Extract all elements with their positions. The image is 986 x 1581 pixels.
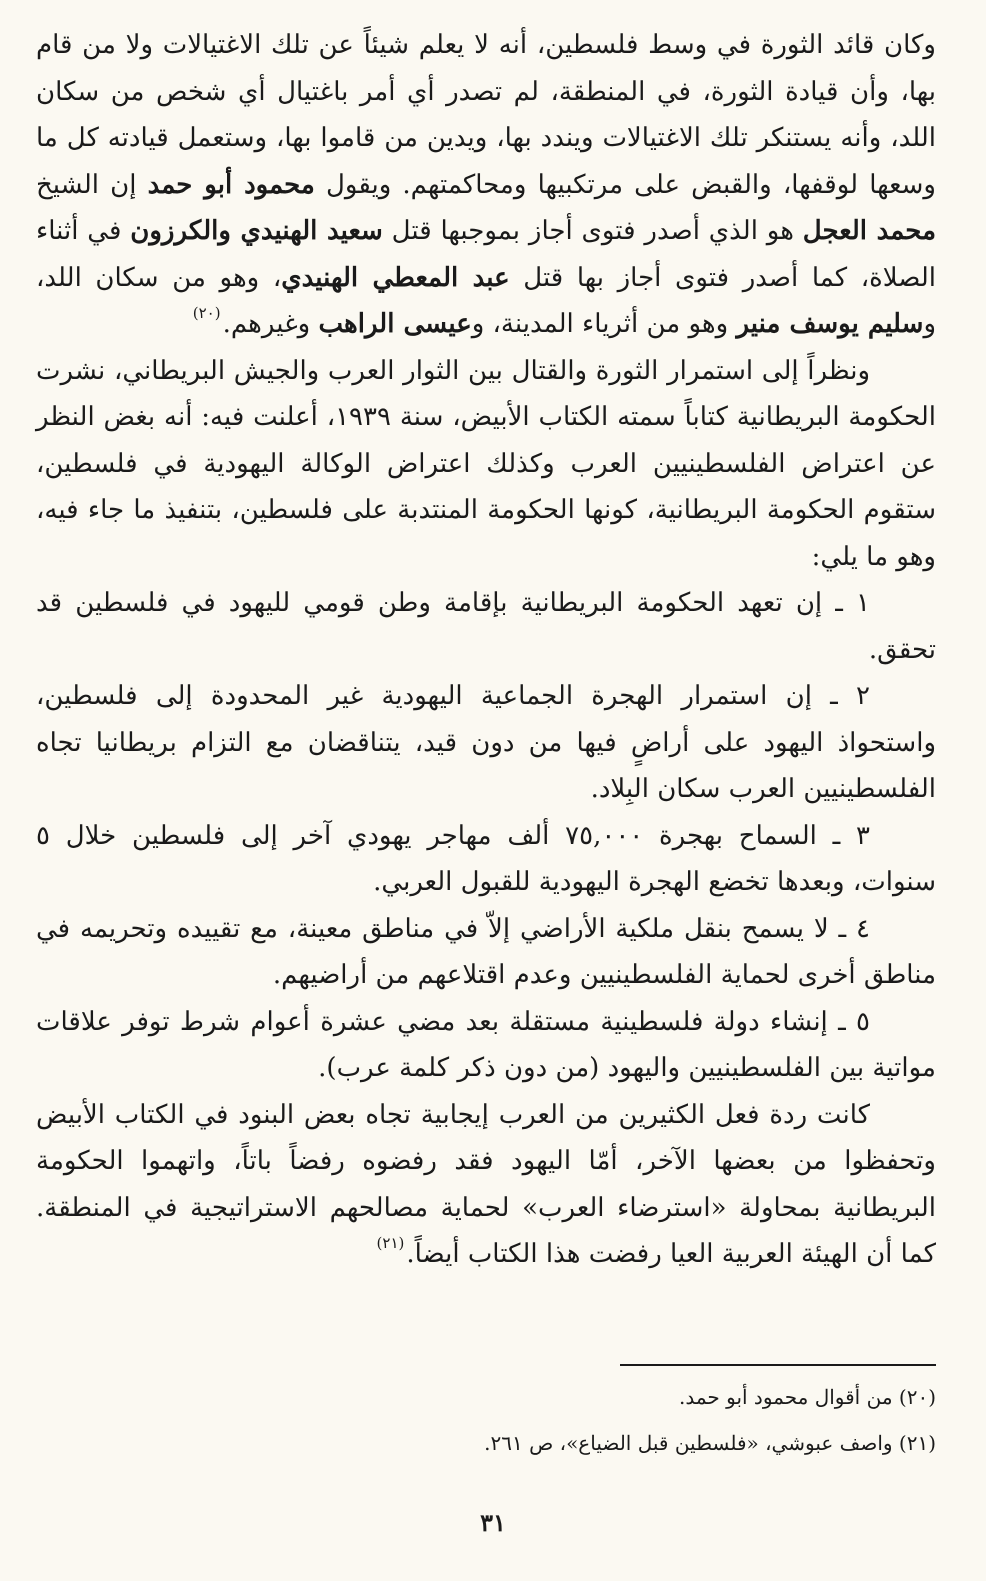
list-item: ٤ ـ لا يسمح بنقل ملكية الأراضي إلاّ في مناطق معينة، مع تقييده وتحريمه في مناطق أخرى لحماية الفلسطينيين وعدم اقتلاعهم من أراضيهم. bbox=[36, 913, 936, 990]
text-run: وكان قائد الثورة في وسط فلسطين، أنه لا يعلم شيئاً عن تلك الاغتيالات ولا من قام بها، وأن قيادة الثورة، في المنطقة، لم تصدر أي أمر باغتيال أي شخص من سكان اللد، وأنه يستنكر تلك الاغتيالات ويندد بها، ويدين من قاموا بها، وستعمل قيادته كل ما وسعها لوقفها، والقبض على مرتكبيها ومحاكمتهم. ويقول bbox=[36, 30, 936, 200]
text-run: وغيرهم. bbox=[222, 309, 319, 339]
footnote: (٢٠) من أقوال محمود أبو حمد. bbox=[678, 1385, 936, 1409]
bold-name: سليم يوسف منير bbox=[736, 309, 924, 339]
text-run: ، وهو من سكان اللد، و bbox=[36, 262, 936, 339]
list-item: ١ ـ إن تعهد الحكومة البريطانية بإقامة وطن قومي لليهود في فلسطين قد تحقق. bbox=[36, 588, 936, 665]
text-run: إن الشيخ bbox=[36, 169, 148, 200]
list-item: ٥ ـ إنشاء دولة فلسطينية مستقلة بعد مضي عشرة أعوام شرط توفر علاقات مواتية بين الفلسطينيين واليهود (من دون ذكر كلمة عرب). bbox=[36, 1006, 936, 1083]
text-run: في أثناء الصلاة، كما أصدر فتوى أجاز بها قتل bbox=[36, 216, 936, 293]
text-run: كانت ردة فعل الكثيرين من العرب إيجابية تجاه بعض البنود في الكتاب الأبيض وتحفظوا من بعضها الآخر، أمّا اليهود فقد رفضوه رفضاً باتاً، واتهموا الحكومة البريطانية بمحاولة «استرضاء العرب» لحماية مصالحهم الاستراتيجية في المنطقة. كما أن الهيئة العربية العيا رفضت هذا الكتاب أيضاً. bbox=[36, 1099, 936, 1269]
paragraph-assassinations bbox=[36, 22, 936, 348]
footnote: (٢١) واصف عبوشي، «فلسطين قبل الضياع»، ص ٢٦١. bbox=[484, 1431, 936, 1455]
bold-name: عبد المعطي الهنيدي bbox=[281, 262, 510, 293]
bold-name: محمد العجل bbox=[802, 216, 936, 246]
footnote-reference: (٢١) bbox=[376, 1234, 405, 1252]
footnotes bbox=[56, 1378, 936, 1470]
paragraph-reactions bbox=[36, 1092, 936, 1278]
bold-name: عيسى الراهب bbox=[318, 309, 472, 339]
book-page bbox=[36, 22, 936, 1278]
footnote-reference: (٢٠) bbox=[192, 304, 221, 322]
text-run: هو الذي أصدر فتوى أجاز بموجبها قتل bbox=[382, 216, 803, 246]
bold-name: سعيد الهنيدي والكرزون bbox=[130, 216, 383, 246]
footnote-divider bbox=[620, 1364, 936, 1366]
paragraph-white-paper: ونظراً إلى استمرار الثورة والقتال بين الثوار العرب والجيش البريطاني، نشرت الحكومة البريطانية كتاباً سمته الكتاب الأبيض، سنة ١٩٣٩، أعلنت فيه: أنه بغض النظر عن اعتراض الفلسطينيين العرب وكذلك اعتراض الوكالة اليهودية في فلسطين، ستقوم الحكومة البريطانية، كونها الحكومة المنتدبة على فلسطين، بتنفيذ ما جاء فيه، وهو ما يلي: bbox=[36, 355, 937, 572]
list-item: ٢ ـ إن استمرار الهجرة الجماعية اليهودية غير المحدودة إلى فلسطين، واستحواذ اليهود على أراضٍ فيها من دون قيد، يتناقضان مع التزام بريطانيا تجاه الفلسطينيين العرب سكان البِلاد. bbox=[36, 681, 936, 804]
bold-name: محمود أبو حمد bbox=[147, 169, 315, 200]
list-item: ٣ ـ السماح بهجرة ٧٥,٠٠٠ ألف مهاجر يهودي آخر إلى فلسطين خلال ٥ سنوات، وبعدها تخضع الهجرة اليهودية للقبول العربي. bbox=[36, 820, 936, 897]
page-number: ٣١ bbox=[480, 1508, 506, 1537]
text-run: وهو من أثرياء المدينة، و bbox=[471, 309, 737, 339]
